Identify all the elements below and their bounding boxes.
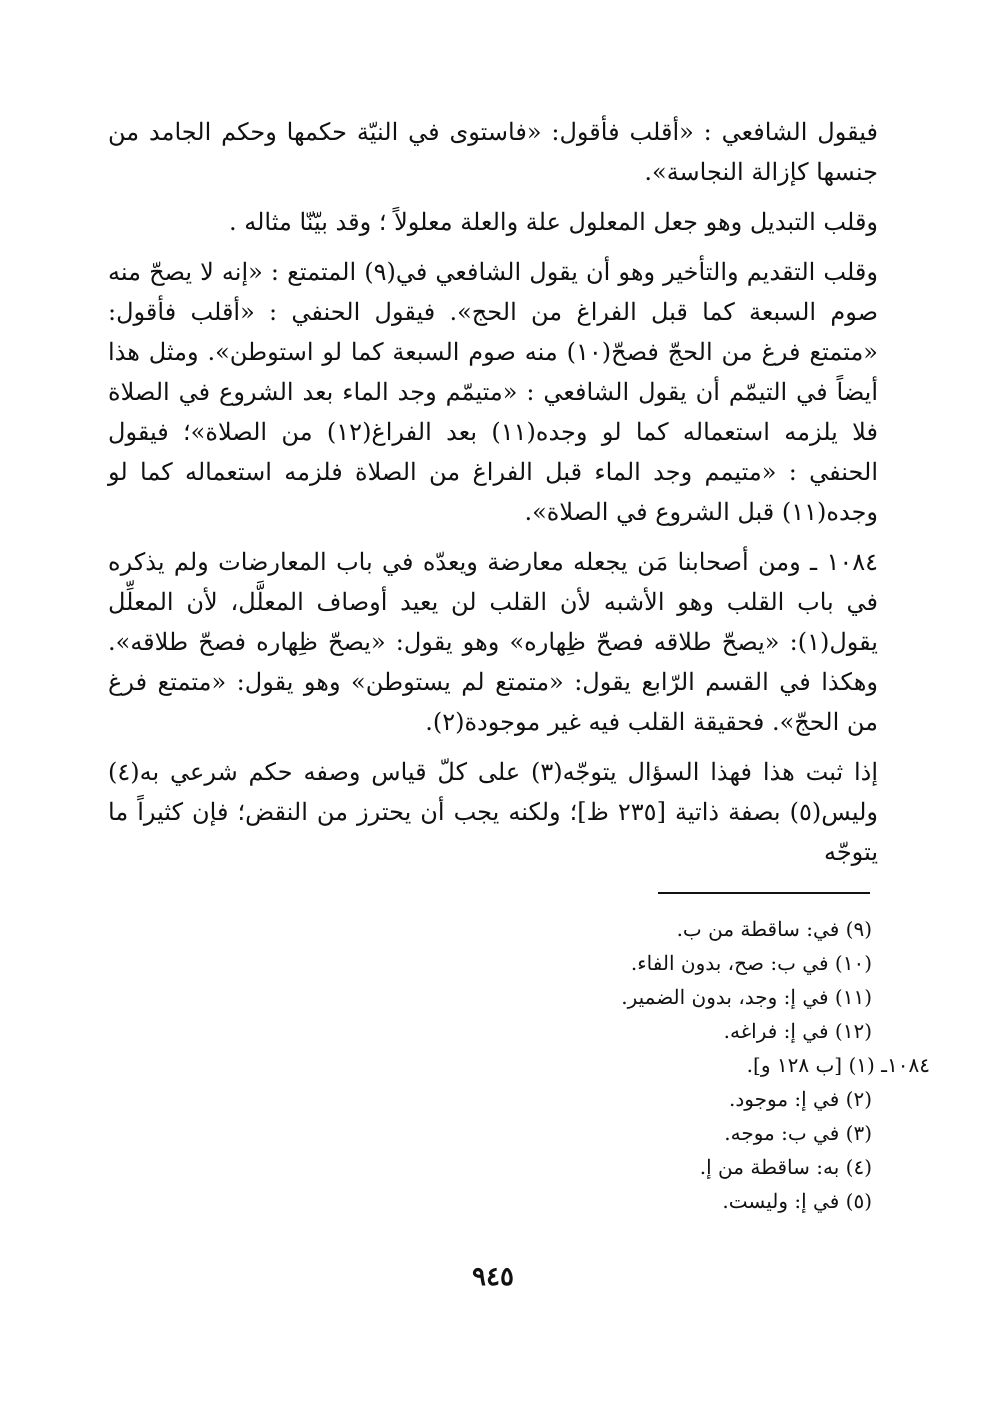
paragraph-question-direction: إذا ثبت هذا فهذا السؤال يتوجّه(٣) على كلّ قياس وصفه حكم شرعي به(٤) وليس(٥) بصفة ذاتية [٢٣٥ ظ]؛ ولكنه يجب أن يحترز من النقض؛ فإن كثيراً ما يتوجّه: [108, 758, 879, 866]
footnote-9: (٩) في: ساقطة من ب.: [676, 917, 872, 941]
footnote-4: (٤) به: ساقطة من إ.: [699, 1155, 872, 1179]
footnotes: [172, 912, 930, 1218]
page-number: ٩٤٥: [472, 1262, 514, 1292]
paragraph-substitution-reversal: وقلب التبديل وهو جعل المعلول علة والعلة معلولاً ؛ وقد بيّنّا مثاله .: [228, 208, 878, 236]
paragraph-ordering-reversal: وقلب التقديم والتأخير وهو أن يقول الشافعي في(٩) المتمتع : «إنه لا يصحّ منه صوم السبعة كما قبل الفراغ من الحج». فيقول الحنفي : «أقلب فأقول: «متمتع فرغ من الحجّ فصحّ(١٠) منه صوم السبعة كما لو استوطن». ومثل هذا أيضاً في التيمّم أن يقول الشافعي : «متيمّم وجد الماء بعد الشروع في الصلاة فلا يلزمه استعماله كما لو وجده(١١) بعد الفراغ(١٢) من الصلاة»؛ فيقول الحنفي : «متيمم وجد الماء قبل الفراغ من الصلاة فلزمه استعماله كما لو وجده(١١) قبل الشروع في الصلاة».: [108, 258, 878, 526]
footnote-5: (٥) في إ: وليست.: [722, 1189, 872, 1213]
footnote-3: (٣) في ب: موجه.: [724, 1121, 872, 1145]
paragraph-1084: ١٠٨٤ ـ ومن أصحابنا مَن يجعله معارضة ويعدّه في باب المعارضات ولم يذكره في باب القلب وهو الأشبه لأن القلب لن يعيد أوصاف المعلَّل، لأن المعلِّل يقول(١): «يصحّ طلاقه فصحّ ظِهاره» وهو يقول: «يصحّ ظِهاره فصحّ طلاقه». وهكذا في القسم الرّابع يقول: «متمتع لم يستوطن» وهو يقول: «متمتع فرغ من الحجّ». فحقيقة القلب فيه غير موجودة(٢).: [108, 548, 878, 736]
book-page: [108, 112, 930, 1332]
footnote-11: (١١) في إ: وجد، بدون الضمير.: [621, 985, 872, 1009]
footnote-10: (١٠) في ب: صح، بدون الفاء.: [630, 951, 872, 975]
footnote-2: (٢) في إ: موجود.: [729, 1087, 872, 1111]
footnote-separator: [658, 892, 870, 894]
footnote-1084-1: ١٠٨٤ـ (١) [ب ١٢٨ و].: [746, 1053, 930, 1077]
paragraph-shafii-reversal: فيقول الشافعي : «أقلب فأقول: «فاستوى في النيّة حكمها وحكم الجامد من جنسها كإزالة النجاسة».: [108, 118, 878, 186]
footnote-12: (١٢) في إ: فراغه.: [723, 1019, 872, 1043]
